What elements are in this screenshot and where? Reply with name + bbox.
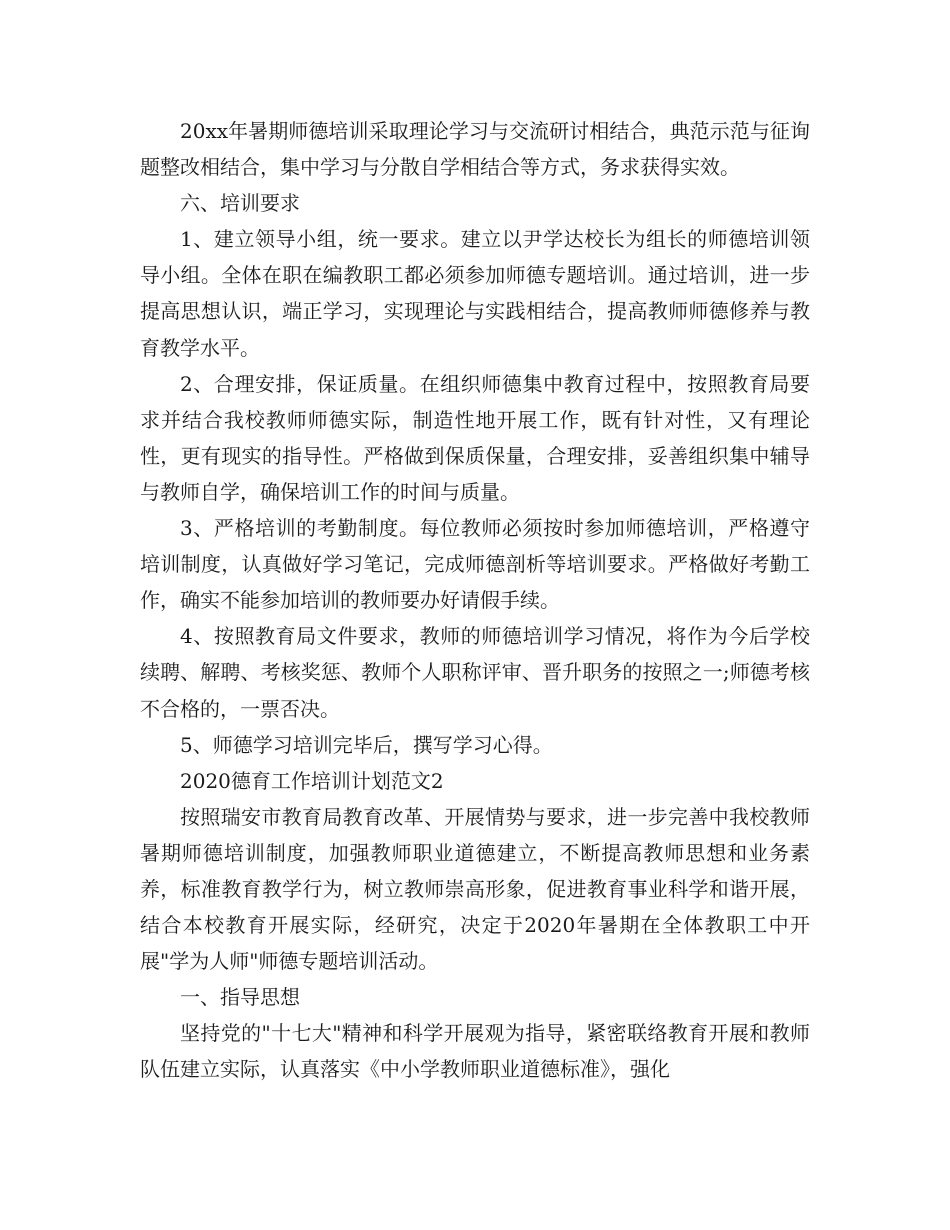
paragraph-requirement-4: 4、按照教育局文件要求，教师的师德培训学习情况，将作为今后学校续聘、解聘、考核奖惩、教师个人职称评审、晋升职务的按照之一;师德考核不合格的，一票否决。 <box>140 624 810 721</box>
section-heading-guiding-ideology: 一、指导思想 <box>180 985 300 1010</box>
document-subtitle: 2020德育工作培训计划范文2 <box>180 768 444 793</box>
paragraph-intro: 按照瑞安市教育局教育改革、开展情势与要求，进一步完善中我校教师暑期师德培训制度，加强教师职业道德建立，不断提高教师思想和业务素养，标准教育教学行为，树立教师崇高形象，促进教育事业科学和谐开展，结合本校教育开展实际，经研究，决定于2020年暑期在全体教职工中开展"学为人师"师德专题培训活动。 <box>140 804 810 974</box>
paragraph-requirement-2: 2、合理安排，保证质量。在组织师德集中教育过程中，按照教育局要求并结合我校教师师德实际，制造性地开展工作，既有针对性，又有理论性，更有现实的指导性。严格做到保质保量，合理安排，妥善组织集中辅导与教师自学，确保培训工作的时间与质量。 <box>140 371 810 504</box>
section-heading-training-requirements: 六、培训要求 <box>180 191 300 216</box>
paragraph-requirement-3: 3、严格培训的考勤制度。每位教师必须按时参加师德培训，严格遵守培训制度，认真做好学习笔记，完成师德剖析等培训要求。严格做好考勤工作，确实不能参加培训的教师要办好请假手续。 <box>140 516 810 613</box>
paragraph-requirement-5: 5、师德学习培训完毕后，撰写学习心得。 <box>180 732 553 757</box>
paragraph-training-methods: 20xx年暑期师德培训采取理论学习与交流研讨相结合，典范示范与征询题整改相结合，集中学习与分散自学相结合等方式，务求获得实效。 <box>140 119 810 180</box>
paragraph-requirement-1: 1、建立领导小组，统一要求。建立以尹学达校长为组长的师德培训领导小组。全体在职在编教职工都必须参加师德专题培训。通过培训，进一步提高思想认识，端正学习，实现理论与实践相结合，提高教师师德修养与教育教学水平。 <box>140 227 810 360</box>
document-body <box>140 113 810 1088</box>
paragraph-guiding-ideology: 坚持党的"十七大"精神和科学开展观为指导，紧密联络教育开展和教师队伍建立实际，认真落实《中小学教师职业道德标准》，强化 <box>140 1021 810 1082</box>
